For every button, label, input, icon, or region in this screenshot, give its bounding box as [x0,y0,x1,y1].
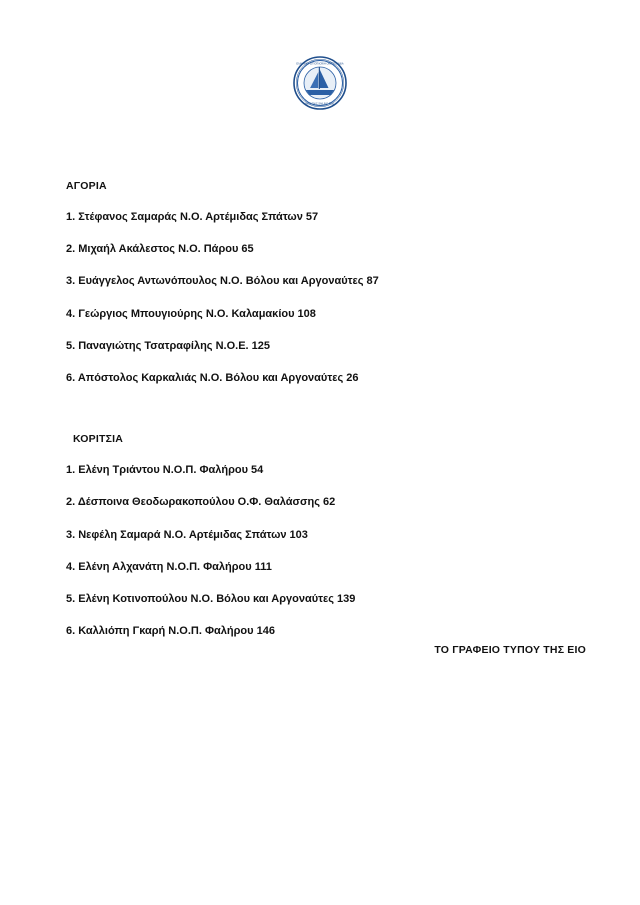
list-item: 3. Ευάγγελος Αντωνόπουλος Ν.Ο. Βόλου και Αργοναύτες 87 [66,275,379,288]
girls-results-list [66,464,586,638]
boys-results-list [66,211,586,385]
list-item: 1. Ελένη Τριάντου Ν.Ο.Π. Φαλήρου 54 [66,464,264,477]
list-item: 2. Μιχαήλ Ακάλεστος Ν.Ο. Πάρου 65 [66,243,254,256]
list-item: 1. Στέφανος Σαμαράς Ν.Ο. Αρτέμιδας Σπάτων 57 [66,211,319,223]
list-item: 4. Ελένη Αλχανάτη Ν.Ο.Π. Φαλήρου 111 [66,560,272,573]
press-office-signature: ΤΟ ΓΡΑΦΕΙΟ ΤΥΠΟΥ ΤΗΣ ΕΙΟ [434,644,586,656]
results-content [66,180,586,638]
list-item: 6. Απόστολος Καρκαλιάς Ν.Ο. Βόλου και Αργοναύτες 26 [66,371,359,384]
girls-section [66,433,586,638]
logo-container [0,56,640,110]
boys-section [66,180,586,385]
list-item: 2. Δέσποινα Θεοδωρακοπούλου Ο.Φ. Θαλάσσης 62 [66,496,336,509]
svg-text:ΕΛΛΗΝΙΚΗ ΙΣΤΙΟΠΛΟΪΚΗ ΟΜΟΣΠΟΝΔΙ: ΕΛΛΗΝΙΚΗ ΙΣΤΙΟΠΛΟΪΚΗ ΟΜΟΣΠΟΝΔΙΑ [296,62,344,66]
girls-section-title: ΚΟΡΙΤΣΙΑ [73,433,124,446]
list-item: 6. Καλλιόπη Γκαρή Ν.Ο.Π. Φαλήρου 146 [66,625,275,638]
boys-section-title: ΑΓΟΡΙΑ [66,180,107,192]
list-item: 3. Νεφέλη Σαμαρά Ν.Ο. Αρτέμιδας Σπάτων 103 [66,528,308,541]
list-item: 5. Παναγιώτης Τσατραφίλης Ν.Ο.Ε. 125 [66,339,270,352]
list-item: 4. Γεώργιος Μπουγιούρης Ν.Ο. Καλαμακίου 108 [66,307,316,320]
list-item: 5. Ελένη Κοτινοπούλου Ν.Ο. Βόλου και Αργοναύτες 139 [66,592,356,605]
eio-federation-emblem-icon [293,56,347,110]
svg-text:HELLENIC SAILING FED.: HELLENIC SAILING FED. [305,102,335,106]
section-divider-space [66,385,586,433]
